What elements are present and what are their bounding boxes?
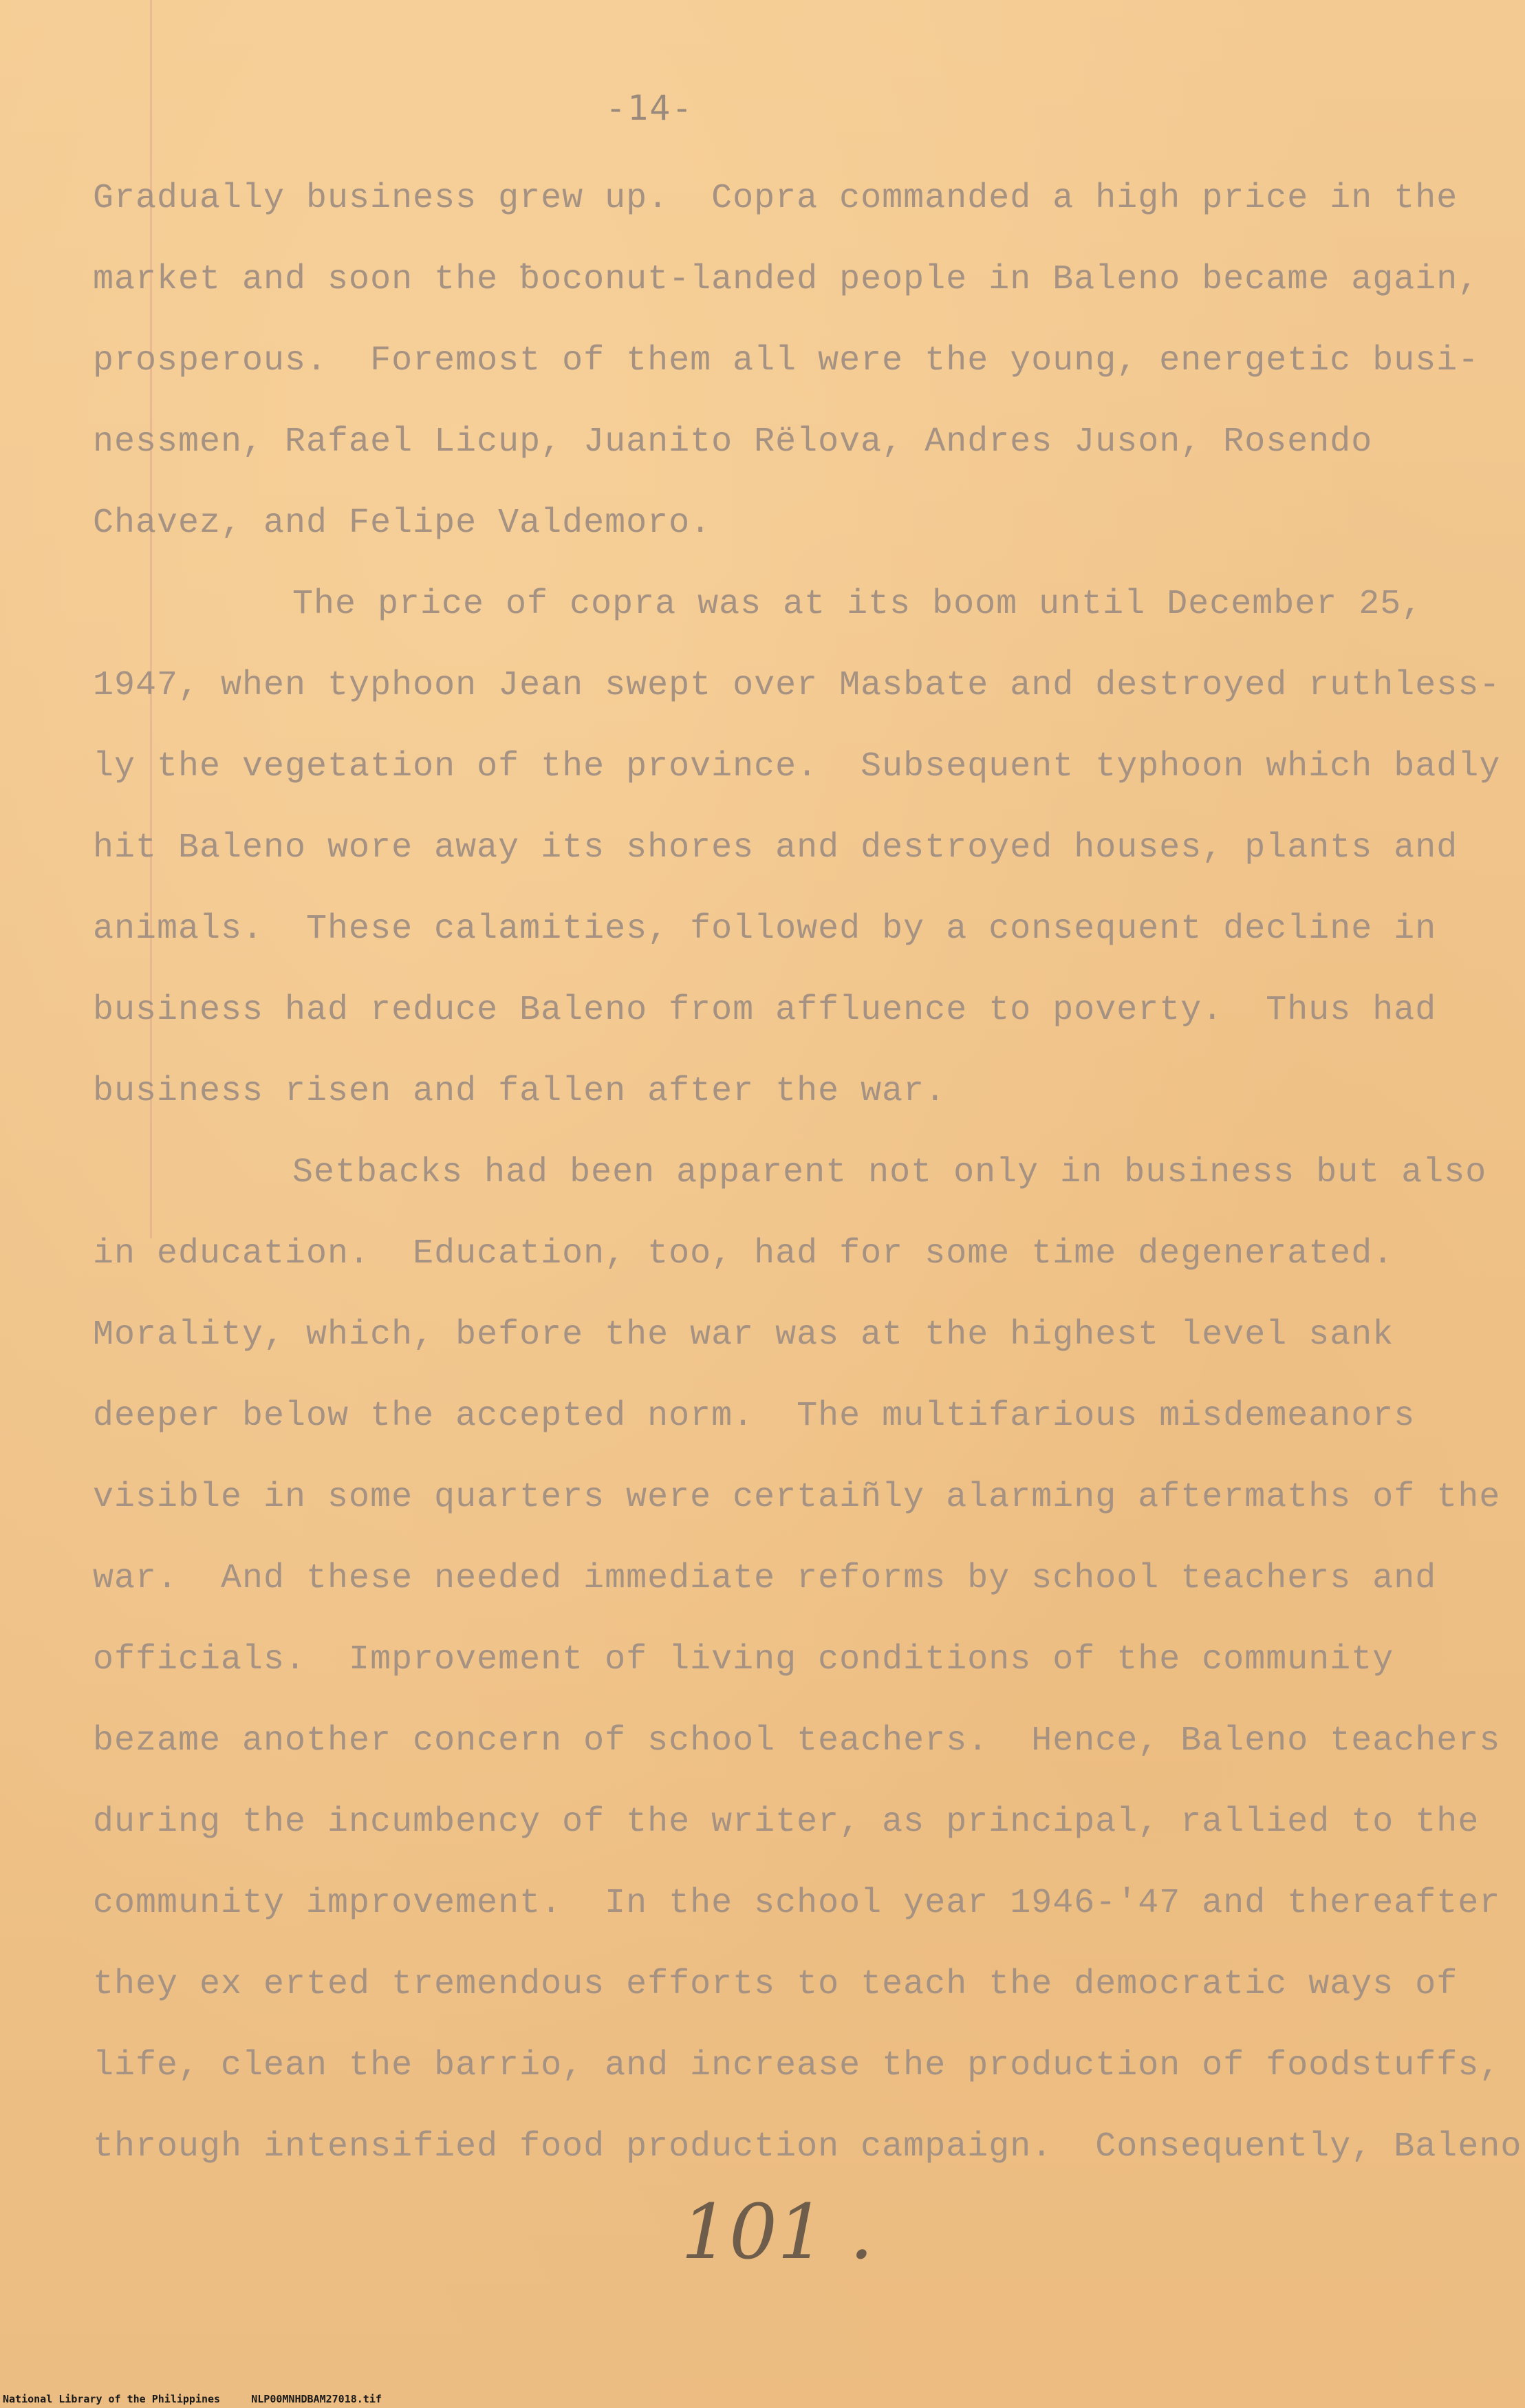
- text-line: life, clean the barrio, and increase the production of foodstuffs,: [93, 2046, 1501, 2085]
- text-line: prosperous. Foremost of them all were the young, energetic busi-: [93, 341, 1480, 380]
- text-line: animals. These calamities, followed by a consequent decline in: [93, 910, 1437, 949]
- text-line: market and soon the ƀoconut-landed people in Baleno became again,: [93, 260, 1480, 299]
- text-line: through intensified food production campaign. Consequently, Baleno: [93, 2127, 1522, 2167]
- text-line: Setbacks had been apparent not only in business but also: [292, 1153, 1487, 1192]
- text-line: deeper below the accepted norm. The multifarious misdemeanors: [93, 1397, 1416, 1436]
- text-line: business had reduce Baleno from affluence to poverty. Thus had: [93, 991, 1437, 1030]
- text-line: war. And these needed immediate reforms by school teachers and: [93, 1559, 1437, 1598]
- archive-footer-label: National Library of the Philippines NLP00MNHDBAM27018.tif: [3, 2393, 382, 2405]
- text-line: business risen and fallen after the war.: [93, 1072, 947, 1111]
- text-line: hit Baleno wore away its shores and destroyed houses, plants and: [93, 828, 1458, 868]
- text-line: nessmen, Rafael Licup, Juanito Rëlova, Andres Juson, Rosendo: [93, 422, 1373, 462]
- text-line: community improvement. In the school year 1946-'47 and thereafter: [93, 1884, 1501, 1923]
- body-text: [93, 158, 1522, 2188]
- text-line: visible in some quarters were certaiñly alarming aftermaths of the: [93, 1478, 1501, 1517]
- text-line: ly the vegetation of the province. Subsequent typhoon which badly: [93, 747, 1501, 786]
- text-line: officials. Improvement of living conditions of the community: [93, 1640, 1394, 1679]
- text-line: The price of copra was at its boom until December 25,: [292, 585, 1423, 624]
- text-line: bezame another concern of school teachers. Hence, Baleno teachers: [93, 1721, 1501, 1761]
- page-number: -14-: [605, 88, 694, 128]
- text-line: they ex erted tremendous efforts to teach the democratic ways of: [93, 1965, 1458, 2004]
- text-line: 1947, when typhoon Jean swept over Masbate and destroyed ruthless-: [93, 666, 1501, 705]
- text-line: Gradually business grew up. Copra commanded a high price in the: [93, 179, 1458, 218]
- text-line: Morality, which, before the war was at the highest level sank: [93, 1315, 1394, 1355]
- text-line: in education. Education, too, had for some time degenerated.: [93, 1234, 1394, 1273]
- text-line: Chavez, and Felipe Valdemoro.: [93, 504, 712, 543]
- handwritten-page-note: 101 .: [681, 2188, 874, 2276]
- text-line: during the incumbency of the writer, as principal, rallied to the: [93, 1803, 1480, 1842]
